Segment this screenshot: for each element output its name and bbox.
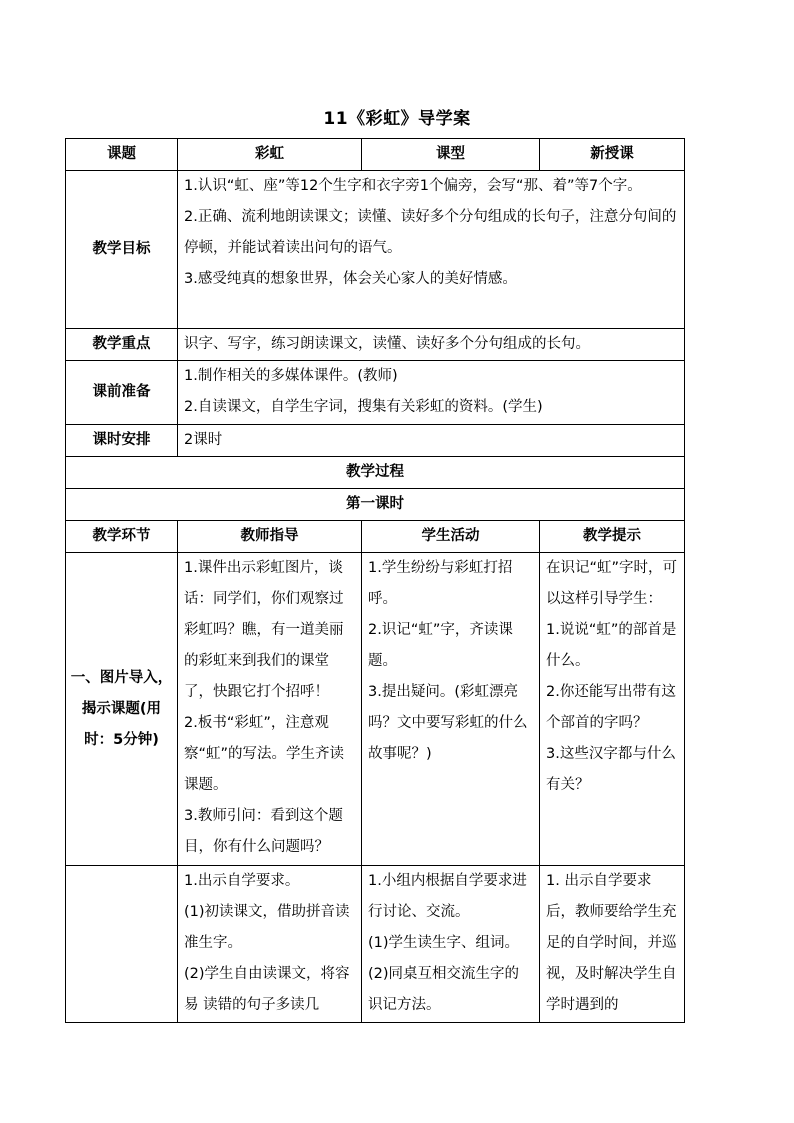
schedule-content: 2课时 (178, 425, 685, 457)
row-step-2 (66, 866, 685, 1023)
row-column-headers (66, 521, 685, 553)
row-focus (66, 329, 685, 361)
objectives-content (178, 171, 685, 329)
step-teacher-guidance (178, 553, 362, 866)
step-teacher-guidance (178, 866, 362, 1023)
focus-content: 识字、写字，练习朗读课文，读懂、读好多个分句组成的长句。 (178, 329, 685, 361)
row-preparation (66, 361, 685, 425)
topic-label: 课题 (66, 139, 178, 171)
lesson-type-label: 课型 (362, 139, 540, 171)
preparation-line: 1.制作相关的多媒体课件。(教师) (184, 368, 398, 384)
objective-line: 1.认识“虹、座”等12个生字和衣字旁1个偏旁，会写“那、着”等7个字。 (184, 178, 642, 194)
topic-value: 彩虹 (178, 139, 362, 171)
preparation-content (178, 361, 685, 425)
step-teaching-tips (540, 553, 685, 866)
lesson-plan-table (65, 138, 685, 1023)
objectives-label: 教学目标 (66, 171, 178, 329)
preparation-label: 课前准备 (66, 361, 178, 425)
document-title: 11《彩虹》导学案 (323, 109, 471, 129)
process-title: 教学过程 (66, 457, 685, 489)
row-objectives (66, 171, 685, 329)
column-header-teacher: 教师指导 (178, 521, 362, 553)
lesson-type-value: 新授课 (540, 139, 685, 171)
objective-line: 3.感受纯真的想象世界，体会关心家人的美好情感。 (184, 271, 517, 287)
teaching-tips-text: 在识记“虹”字时，可以这样引导学生： 1.说说“虹”的部首是什么。 2.你还能写出带有这个部首的字吗？ 3.这些汉字都与什么有关？ (546, 560, 678, 793)
row-process-title (66, 457, 685, 489)
column-header-student: 学生活动 (362, 521, 540, 553)
step-name (66, 866, 178, 1023)
step-teaching-tips (540, 866, 685, 1023)
lesson-title: 第一课时 (66, 489, 685, 521)
step-student-activity (362, 866, 540, 1023)
preparation-line: 2.自读课文，自学生字词，搜集有关彩虹的资料。(学生) (184, 399, 543, 415)
objective-line: 2.正确、流利地朗读课文；读懂、读好多个分句组成的长句子，注意分句间的停顿，并能试着读出问句的语气。 (184, 209, 677, 256)
step-student-activity (362, 553, 540, 866)
teaching-tips-text: 1. 出示自学要求后，教师要给学生充足的自学时间，并巡视，及时解决学生自学时遇到的 (546, 873, 677, 1013)
teacher-guidance-text: 1.出示自学要求。 (1)初读课文，借助拼音读准生字。 (2)学生自由读课文，将容易 读错的句子多读几 (184, 873, 350, 1013)
column-header-stage: 教学环节 (66, 521, 178, 553)
column-header-tips: 教学提示 (540, 521, 685, 553)
focus-label: 教学重点 (66, 329, 178, 361)
row-topic (66, 139, 685, 171)
teacher-guidance-text: 1.课件出示彩虹图片，谈话：同学们，你们观察过彩虹吗？瞧，有一道美丽的彩虹来到我们的课堂了，快跟它打个招呼！ 2.板书“彩虹”，注意观察“虹”的写法。学生齐读课题。 3.教师引问：看到这个题目，你有什么问题吗？ (184, 560, 345, 855)
student-activity-text: 1.小组内根据自学要求进行讨论、交流。 (1)学生读生字、组词。 (2)同桌互相交流生字的识记方法。 (368, 873, 527, 1013)
schedule-label: 课时安排 (66, 425, 178, 457)
row-step-1 (66, 553, 685, 866)
step-name: 一、图片导入，揭示课题(用时：5分钟) (66, 553, 178, 866)
row-lesson-title (66, 489, 685, 521)
student-activity-text: 1.学生纷纷与彩虹打招呼。 2.识记“虹”字，齐读课题。 3.提出疑问。(彩虹漂亮吗？文中要写彩虹的什么故事呢？) (368, 560, 528, 762)
row-schedule (66, 425, 685, 457)
